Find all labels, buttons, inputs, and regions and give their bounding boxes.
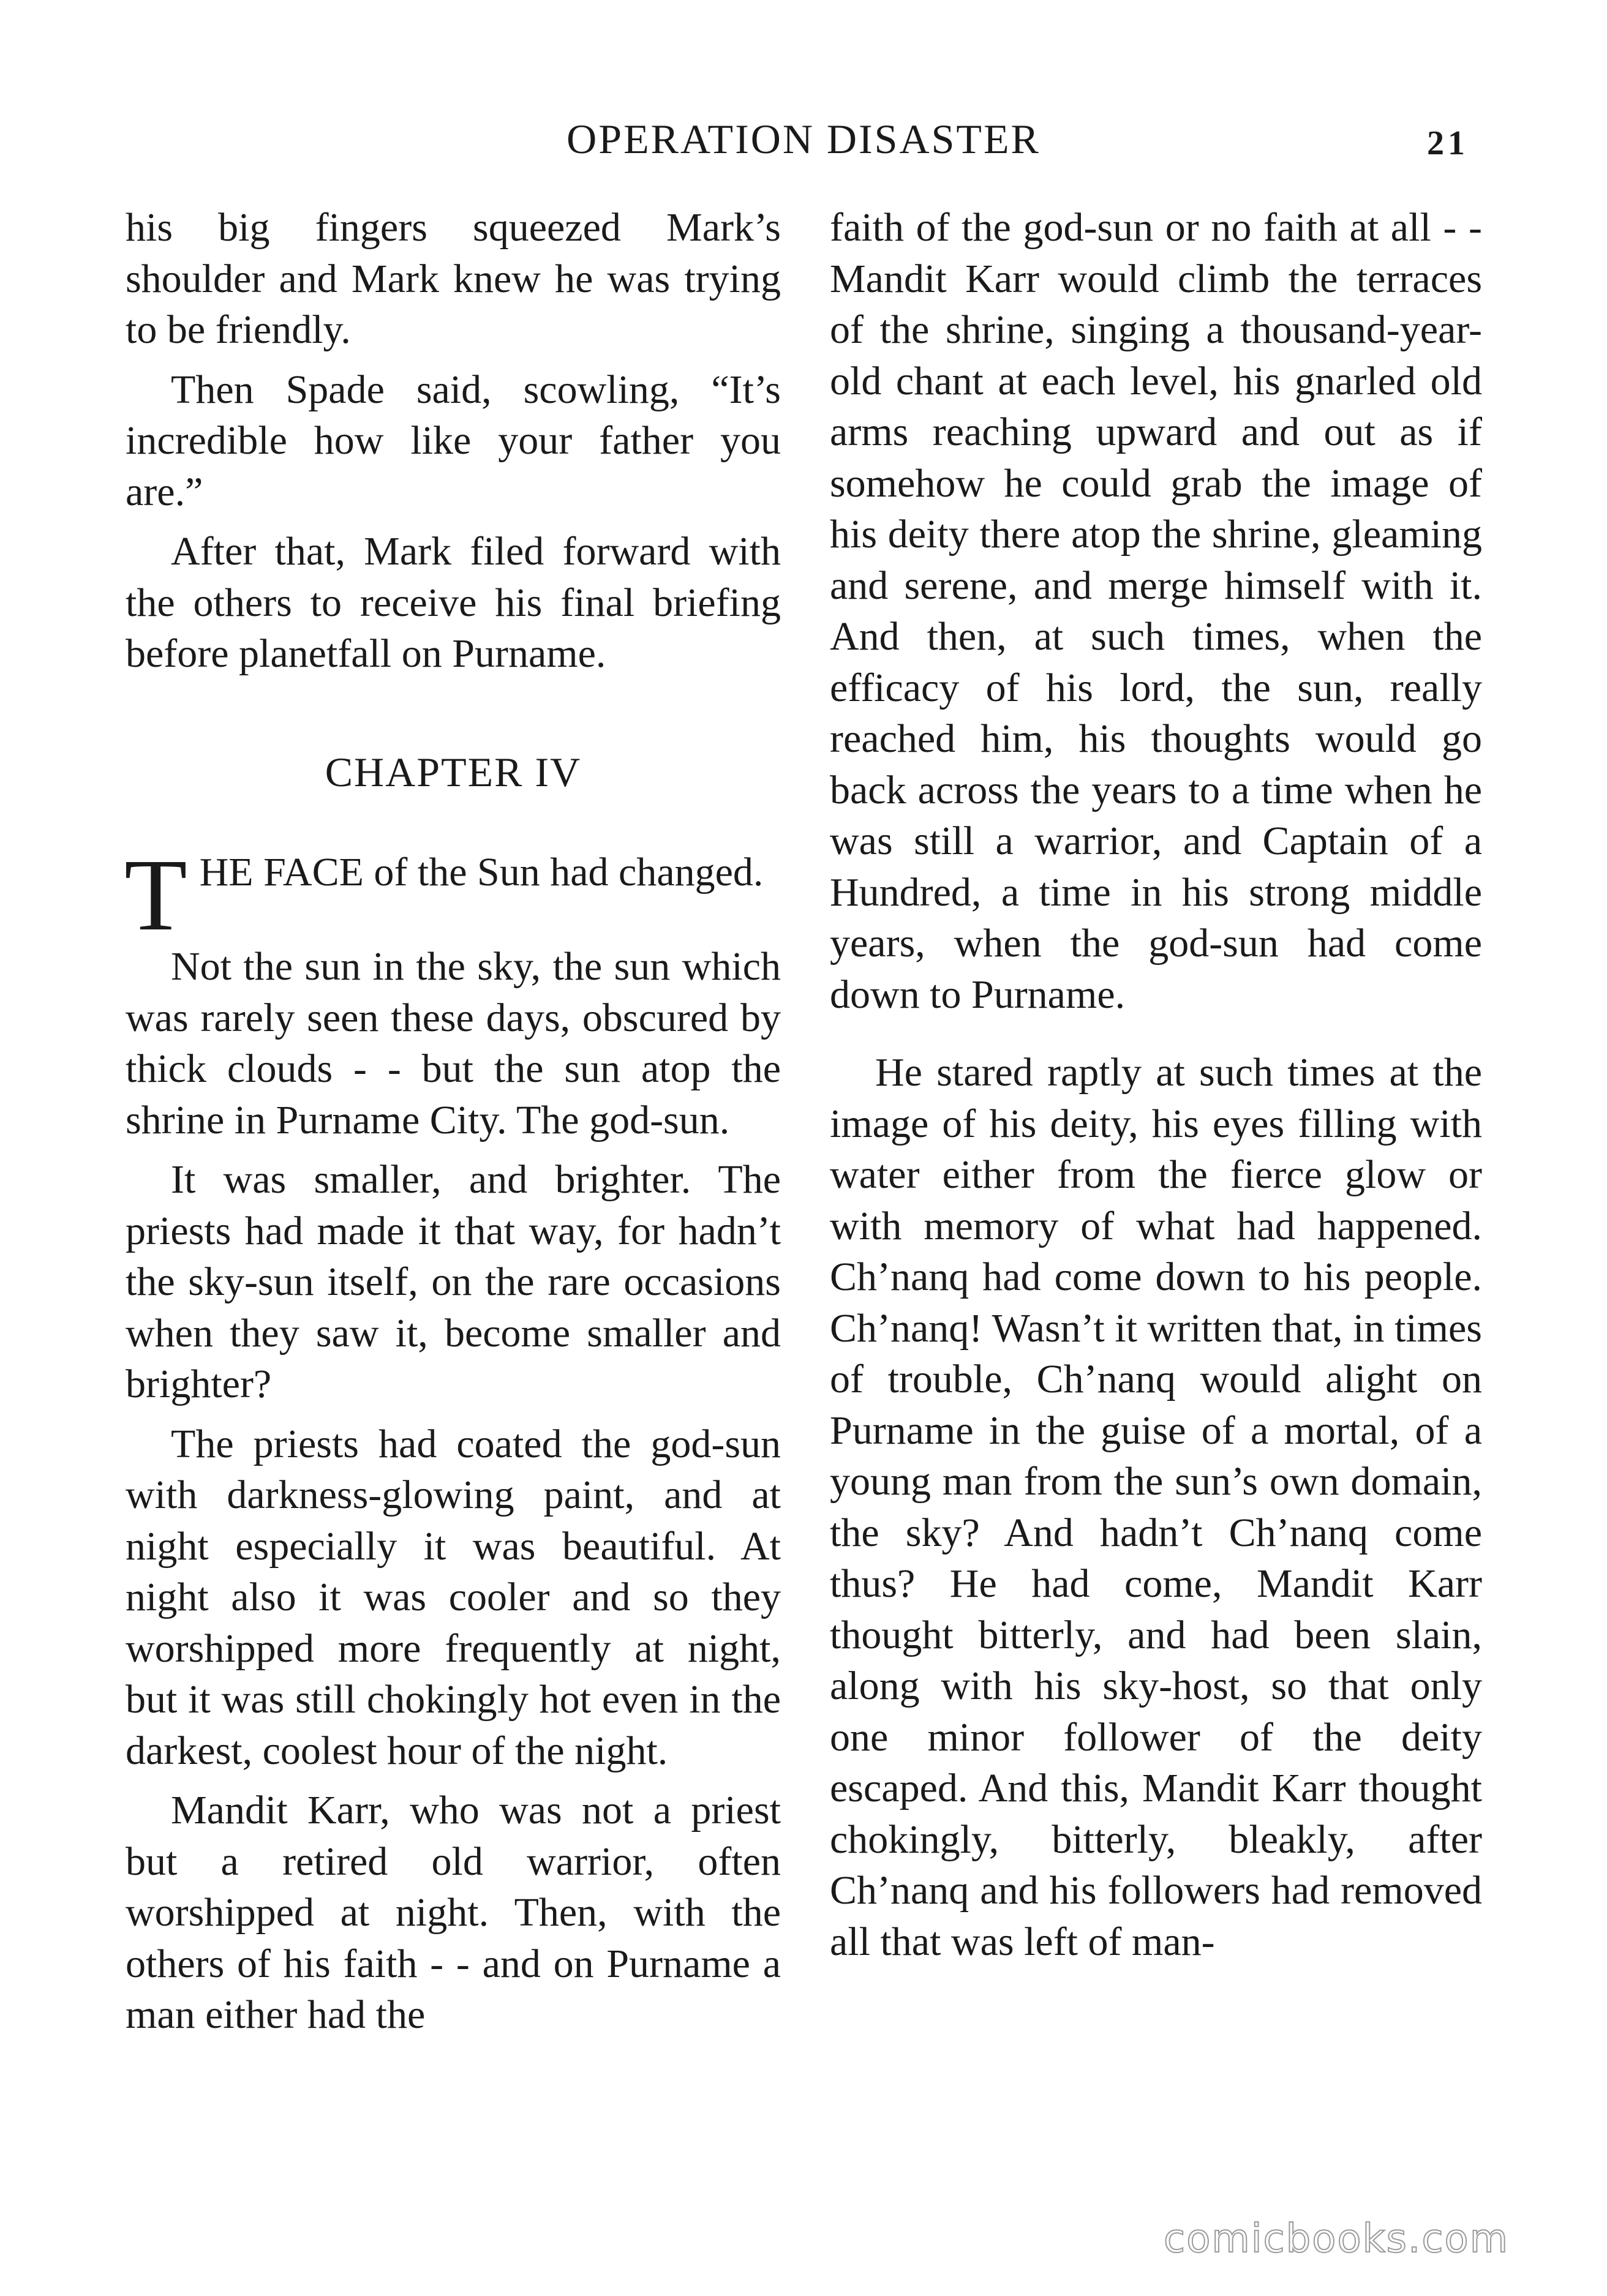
watermark: comicbooks.com [1164,2216,1510,2262]
running-title: OPERATION DISASTER [566,116,1041,162]
paragraph: He stared raptly at such times at the image of his deity, his eyes filling with water either from the fierce glow or with memory of what had happened. Ch’nanq had come down to his people. Ch’nanq! Wasn’t it written that, in times of trouble, Ch’nanq would alight on Purname in the guise of a mortal, of a young man from the sun’s own domain, the sky? And hadn’t Ch’nanq come thus? He had come, Mandit Karr thought bitterly, and had been slain, along with his sky-host, so that only one minor follower of the deity escaped. And this, Mandit Karr thought chokingly, bitterly, bleakly, after Ch’nanq and his followers had removed all that was left of man- [830,1050,1482,1964]
paragraph: Then Spade said, scowling, “It’s incredible how like your father you are.” [126,367,781,514]
paragraph: Mandit Karr, who was not a priest but a retired old warrior, often worshipped at night. Then, with the others of his faith - - and on Purname a man either had the [126,1788,781,2037]
paragraph: After that, Mark filed forward with the others to receive his final briefing before planetfall on Purname. [126,529,781,676]
chapter-heading: CHAPTER IV [325,748,582,795]
drop-cap: T [124,838,187,952]
page-header [0,115,1607,189]
paragraph: Not the sun in the sky, the sun which was rarely seen these days, obscured by thick clouds - - but the sun atop the shrine in Purname City. The god-sun. [126,944,781,1142]
paragraph: his big fingers squeezed Mark’s shoulder and Mark knew he was trying to be friendly. [126,205,781,352]
left-column [126,202,781,2041]
paragraph: faith of the god-sun or no faith at all - - Mandit Karr would climb the terraces of the shrine, singing a thousand-year-old chant at each level, his gnarled old arms reaching upward and out as if somehow he could grab the image of his deity there atop the shrine, gleaming and serene, and merge himself with it. And then, at such times, when the efficacy of his lord, the sun, really reached him, his thoughts would go back across the years to a time when he was still a warrior, and Captain of a Hundred, a time in his strong middle years, when the god-sun had come down to Purname. [830,205,1482,1017]
opening-paragraph: HE FACE of the Sun had changed. [199,850,764,895]
page-number: 21 [1427,124,1469,162]
paragraph: The priests had coated the god-sun with darkness-glowing paint, and at night especially it was beautiful. At night also it was cooler and so they worshipped more frequently at night, but it was still chokingly hot even in the darkest, coolest hour of the night. [126,1421,781,1773]
chapter-opening [124,838,781,952]
paragraph: It was smaller, and brighter. The priests had made it that way, for hadn’t the sky-sun itself, on the rare occasions when they saw it, become smaller and brighter? [126,1157,781,1406]
right-column [830,202,1482,1967]
